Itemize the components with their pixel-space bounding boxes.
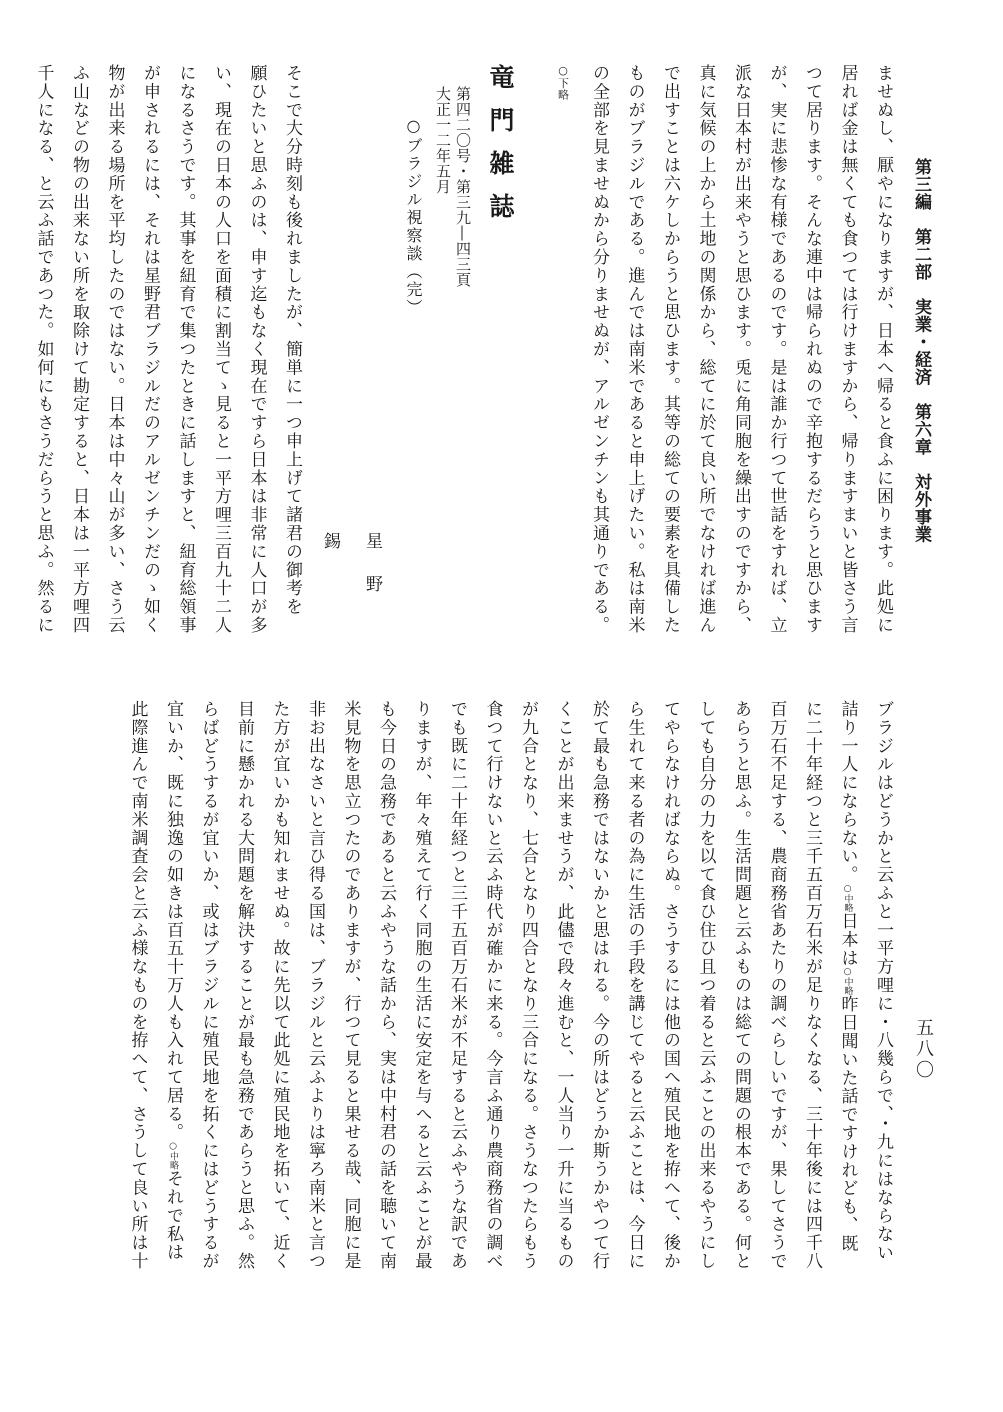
text-column: てやらなければならぬ。さうするには他の国へ殖民地を拵へて、後か [660, 700, 680, 1271]
text-column: が申されるには、それは星野君ブラジルだのアルゼンチンだのゝ如く [140, 64, 160, 635]
spacer [527, 64, 545, 660]
text-column: 千人になる、と云ふ話であつた。如何にもさうだらうと思ふ。然るに [33, 64, 54, 635]
text-column: 派な日本村が出来やうと思ひます。兎に角同胞を繰出すのですから、 [731, 64, 751, 635]
text-column: ブラジルはどうかと云ふと一平方哩に・八幾らで、・九にはならない [873, 700, 893, 1262]
text-column: た方が宜いかも知れませぬ。故に先以て此処に殖民地を拓いて、近く [269, 700, 290, 1271]
text-column: 米見物を思立つたのでありますが、行つて見ると果せる哉、同胞に是 [340, 700, 361, 1271]
text-column: しても自分の力を以て食ひ住ひ且つ着ると云ふことの出来るやうにし [695, 700, 716, 1271]
text-column: でも既に二十年経つと三千五百万石米が不足すると云ふやうな訳であ [447, 700, 467, 1271]
text-column: あらうと思ふ。生活問題と云ふものは総ての問題の根本である。何と [731, 700, 751, 1271]
text-segment: 宜いか、既に独逸の如きは百五十万人も入れて居る。 [163, 700, 183, 1142]
running-header: 第三編 第二部 実業・経済 第六章 対外事業 [911, 158, 931, 543]
text-column: ふ山などの物の出来ない所を取除けて勘定すると、日本は一平方哩四 [69, 64, 89, 635]
citation-date: 大正一二年五月 [434, 86, 452, 195]
omission-note: ○下略 [556, 64, 570, 101]
text-segment: 詰り一人にならない。 [837, 700, 858, 884]
text-column: で出すことは六ケしからうと思ひます。其等の総ての要素を具備した [660, 64, 680, 635]
text-column: 食つて行けないと云ふ時代が確かに来る。今言ふ通り農商務省の調べ [482, 700, 503, 1271]
page-number: 五八〇 [913, 1018, 934, 1081]
author-name: 星野錫 [320, 532, 382, 618]
omission-note: ○中略 [842, 884, 853, 912]
text-column: くことが出来ませうが、此儘で段々進むと、一人当り一升に当るもの [553, 700, 574, 1271]
text-column: が九合となり、七合となり四合となり三合になる。さうなつたらもう [518, 700, 538, 1271]
text-column: 於て最も急務ではないかと思はれる。今の所はどうか斯うかやつて行 [589, 700, 609, 1271]
text-column: そこで大分時刻も後れましたが、簡単に一つ申上げて諸君の御考を [282, 64, 302, 616]
text-column: ものがブラジルである。進んでは南米であると申上げたい。私は南米 [624, 64, 645, 635]
upper-text-block [33, 64, 900, 660]
text-column: 百万石不足する、農商務省あたりの調べらしいですが、果してさうで [766, 700, 787, 1271]
text-column: 物が出来る場所を平均したのではない。日本は中々山が多い、さう云 [104, 64, 125, 635]
article-title: ○ブラジル視察談（完） [404, 116, 423, 317]
text-column: ませぬし、厭やになりますが、日本へ帰ると食ふに困ります。此処に [873, 64, 893, 635]
text-column: になるさうです。其事を紐育で集つたときに話しますと、紐育総領事 [175, 64, 196, 635]
text-column: 目前に懸かれる大問題を解決することが最も急務であらうと思ふ。然 [234, 700, 254, 1271]
text-segment: 昨日聞いた話ですけれども、既 [837, 995, 858, 1253]
text-column: が、実に悲惨な有様であるのです。是は誰か行つて世話をすれば、立 [766, 64, 787, 635]
lower-text-block [70, 700, 900, 1316]
text-column: りますが、年々殖えて行く同胞の生活に安定を与へると云ふことが最 [411, 700, 432, 1271]
text-column: 非お出なさいと言ひ得る国は、ブラジルと云ふよりは寧ろ南米と言つ [305, 700, 325, 1271]
text-column: 願ひたいと思ふのは、申す迄もなく現在ですら日本は非常に人口が多 [246, 64, 267, 635]
text-column: ら生れて来る者の為に生活の手段を講じてやると云ふことは、今日に [624, 700, 645, 1271]
text-column: 居れば金は無くても食つては行けますから、帰りますまいと皆さう言 [837, 64, 858, 635]
text-column: つて居ります。そんな連中は帰られぬので辛抱するだらうと思ひます [802, 64, 822, 635]
text-column: らばどうするが宜いか、或はブラジルに殖民地を拓くにはどうするが [198, 700, 219, 1271]
omission-note: ○中略 [168, 1141, 178, 1170]
text-column: 真に気候の上から土地の関係から、総てに於て良い所でなければ進ん [695, 64, 716, 635]
text-column: に二十年経つと三千五百万石米が足りなくなる、三十年後には四千八 [802, 700, 822, 1271]
text-column [155, 700, 191, 1316]
text-column [829, 700, 865, 1316]
text-segment: 日本は [837, 912, 858, 968]
text-segment: それで私は [163, 1169, 183, 1262]
citation-issue: 第四二〇号・第三九―四三頁 [454, 86, 472, 288]
journal-title: 竜門雑誌 [486, 64, 515, 236]
text-column: も今日の急務であると云ふやうな話から、実は中村君の話を聴いて南 [376, 700, 396, 1271]
text-column: の全部を見ませぬから分りませぬが、アルゼンチンも其通りである。 [589, 64, 609, 635]
text-column: 此際進んで南米調査会と云ふ様なものを拵へて、さうして良い所は十 [127, 700, 148, 1271]
text-column: い、現在の日本の人口を面積に割当てゝ見ると一平方哩三百九十二人 [211, 64, 231, 635]
omission-note: ○中略 [842, 967, 853, 996]
